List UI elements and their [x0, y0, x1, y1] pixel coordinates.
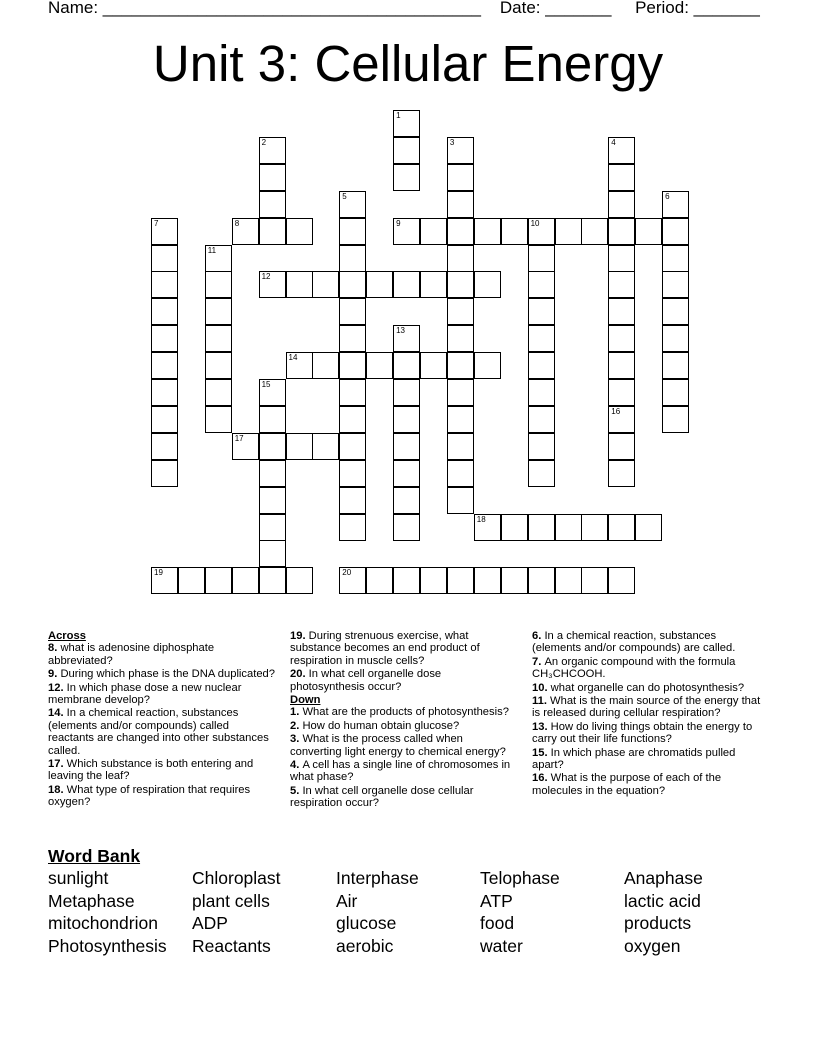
crossword-cell[interactable]	[286, 218, 313, 245]
clue-item	[48, 642, 278, 667]
crossword-cell[interactable]	[151, 245, 178, 272]
clue-number: 6	[665, 191, 670, 201]
crossword-cell[interactable]	[259, 406, 286, 433]
crossword-cell[interactable]	[635, 514, 662, 541]
crossword-cell[interactable]	[555, 218, 582, 245]
crossword-cell[interactable]	[286, 433, 313, 460]
clue-text: In a chemical reaction, substances (elements and/or compounds) are called.	[532, 630, 736, 655]
clue-item	[532, 682, 764, 694]
crossword-cell[interactable]	[528, 298, 555, 325]
crossword-cell[interactable]	[286, 567, 313, 594]
clue-number: 15	[261, 380, 271, 389]
clue-number: 16	[611, 406, 621, 416]
crossword-cell[interactable]	[259, 540, 286, 567]
crossword-cell[interactable]	[555, 514, 582, 541]
clues-column-1	[48, 630, 278, 810]
crossword-cell[interactable]	[447, 164, 474, 191]
crossword-cell[interactable]	[393, 406, 420, 433]
crossword-cell[interactable]	[447, 271, 474, 298]
crossword-cell[interactable]	[447, 245, 474, 272]
clue-number-label: 11.	[532, 695, 551, 708]
clue-item	[290, 759, 515, 784]
crossword-cell[interactable]	[447, 325, 474, 352]
clue-item	[48, 758, 278, 783]
crossword-cell[interactable]	[393, 110, 420, 137]
clue-number-label: 7.	[532, 655, 545, 668]
crossword-cell[interactable]	[151, 352, 178, 379]
crossword-cell[interactable]	[662, 406, 689, 433]
word-bank-item: Reactants	[192, 935, 271, 956]
word-bank-item: lactic acid	[624, 890, 701, 911]
crossword-cell[interactable]	[151, 379, 178, 406]
clue-number-label: 4.	[290, 759, 303, 772]
crossword-cell[interactable]	[608, 271, 635, 298]
crossword-cell[interactable]	[635, 218, 662, 245]
clue-item	[290, 733, 515, 758]
crossword-cell[interactable]	[205, 245, 232, 272]
clue-number-label: 1.	[290, 706, 303, 719]
crossword-cell[interactable]	[312, 271, 339, 298]
word-bank-item: ATP	[480, 890, 513, 911]
clue-text: During which phase is the DNA duplicated?	[60, 668, 276, 681]
crossword-cell[interactable]	[232, 218, 259, 245]
clues-column-2	[290, 630, 515, 811]
crossword-cell[interactable]	[420, 271, 447, 298]
crossword-cell[interactable]	[366, 271, 393, 298]
crossword-cell[interactable]	[366, 352, 393, 379]
crossword-cell[interactable]	[608, 164, 635, 191]
crossword-cell[interactable]	[286, 352, 313, 379]
crossword-cell[interactable]	[205, 298, 232, 325]
clue-number-label: 9.	[48, 668, 61, 681]
crossword-cell[interactable]	[528, 245, 555, 272]
crossword-cell[interactable]	[528, 406, 555, 433]
clue-text: Which substance is both entering and leaving the leaf?	[48, 758, 254, 783]
word-bank-item: mitochondrion	[48, 913, 158, 934]
crossword-cell[interactable]	[393, 352, 420, 379]
clue-text: What is the main source of the energy that is released during cellular respiration?	[532, 695, 761, 720]
crossword-cell[interactable]	[420, 352, 447, 379]
crossword-cell[interactable]	[447, 298, 474, 325]
crossword-cell[interactable]	[151, 325, 178, 352]
crossword-cell[interactable]	[205, 567, 232, 594]
clue-item	[532, 772, 764, 797]
crossword-cell[interactable]	[662, 298, 689, 325]
crossword-cell[interactable]	[393, 325, 420, 352]
crossword-cell[interactable]	[339, 514, 366, 541]
word-bank-item: sunlight	[48, 868, 109, 888]
crossword-cell[interactable]	[393, 433, 420, 460]
crossword-cell[interactable]	[447, 352, 474, 379]
crossword-cell[interactable]	[205, 406, 232, 433]
clue-item	[290, 630, 515, 667]
word-bank-item: Chloroplast	[192, 868, 281, 888]
crossword-cell[interactable]	[205, 325, 232, 352]
down-heading: Down	[290, 694, 321, 707]
crossword-cell[interactable]	[474, 567, 501, 594]
word-bank-item: oxygen	[624, 935, 681, 956]
crossword-cell[interactable]	[205, 379, 232, 406]
crossword-cell[interactable]	[447, 191, 474, 218]
word-bank-item: Air	[336, 890, 358, 911]
clue-text: How do living things obtain the energy to carry out their life functions?	[532, 720, 753, 746]
crossword-cell[interactable]	[608, 298, 635, 325]
crossword-cell[interactable]	[259, 460, 286, 487]
crossword-cell[interactable]	[608, 379, 635, 406]
clue-item	[532, 747, 764, 772]
crossword-cell[interactable]	[259, 433, 286, 460]
clue-number: 5	[342, 191, 347, 201]
crossword-cell[interactable]	[151, 298, 178, 325]
clue-number: 4	[611, 137, 616, 147]
clue-number: 10	[530, 218, 540, 228]
crossword-cell[interactable]	[528, 379, 555, 406]
clue-item	[532, 695, 764, 720]
clue-number-label: 3.	[290, 733, 303, 746]
clue-number: 19	[154, 568, 163, 578]
crossword-cell[interactable]	[259, 567, 286, 594]
crossword-cell[interactable]	[662, 245, 689, 272]
crossword-cell[interactable]	[420, 567, 447, 594]
word-bank-item: glucose	[336, 913, 397, 934]
crossword-cell[interactable]	[447, 406, 474, 433]
crossword-cell[interactable]	[259, 379, 286, 406]
crossword-cell[interactable]	[528, 325, 555, 352]
crossword-cell[interactable]	[259, 164, 286, 191]
clue-item	[48, 784, 278, 809]
crossword-cell[interactable]	[393, 460, 420, 487]
crossword-cell[interactable]	[608, 191, 635, 218]
clues-column-3	[532, 630, 764, 798]
crossword-cell[interactable]	[286, 271, 313, 298]
crossword-cell[interactable]	[528, 352, 555, 379]
crossword-cell[interactable]	[608, 325, 635, 352]
clue-item	[290, 668, 515, 693]
crossword-cell[interactable]	[608, 218, 635, 245]
clue-number: 17	[234, 433, 244, 443]
crossword-cell[interactable]	[393, 218, 420, 245]
clue-number: 11	[207, 245, 217, 255]
clue-item	[290, 706, 515, 718]
crossword-cell[interactable]	[151, 460, 178, 487]
crossword-cell[interactable]	[501, 567, 528, 594]
crossword-cell[interactable]	[339, 352, 366, 379]
clue-text: An organic compound with the formula CH₃CHCOOH.	[532, 655, 736, 681]
clue-number-label: 2.	[290, 719, 303, 732]
clue-number-label: 10.	[532, 681, 551, 694]
crossword-cell[interactable]	[528, 271, 555, 298]
crossword-cell[interactable]	[259, 218, 286, 245]
crossword-cell[interactable]	[339, 218, 366, 245]
crossword-cell[interactable]	[528, 218, 555, 245]
clue-item	[532, 630, 764, 655]
clue-number: 3	[449, 137, 455, 147]
crossword-cell[interactable]	[259, 137, 286, 164]
crossword-cell[interactable]	[312, 433, 339, 460]
crossword-cell[interactable]	[339, 298, 366, 325]
crossword-cell[interactable]	[501, 218, 528, 245]
crossword-cell[interactable]	[151, 406, 178, 433]
crossword-cell[interactable]	[339, 191, 366, 218]
crossword-cell[interactable]	[259, 191, 286, 218]
date-field[interactable]: Date: _______	[499, 0, 612, 17]
crossword-cell[interactable]	[662, 191, 689, 218]
clue-text: In which phase dose a new nuclear membrane develop?	[48, 681, 242, 707]
crossword-cell[interactable]	[608, 245, 635, 272]
clue-text: In what cell organelle dose cellular respiration occur?	[290, 784, 474, 810]
crossword-cell[interactable]	[662, 379, 689, 406]
clue-number: 8	[234, 218, 240, 228]
crossword-cell[interactable]	[339, 433, 366, 460]
crossword-cell[interactable]	[474, 271, 501, 298]
word-bank-item: food	[480, 913, 515, 934]
clue-number: 7	[154, 218, 159, 228]
page-title: Unit 3: Cellular Energy	[152, 35, 664, 92]
crossword-cell[interactable]	[555, 567, 582, 594]
crossword-cell[interactable]	[339, 325, 366, 352]
crossword-cell[interactable]	[259, 487, 286, 514]
clue-number-label: 19.	[290, 630, 309, 642]
crossword-cell[interactable]	[608, 352, 635, 379]
period-field[interactable]: Period: _______	[635, 0, 760, 17]
crossword-cell[interactable]	[447, 218, 474, 245]
clue-number: 1	[396, 111, 401, 120]
crossword-cell[interactable]	[151, 271, 178, 298]
word-bank-item: aerobic	[336, 935, 394, 956]
clue-text: what is adenosine diphosphate abbreviated?	[48, 642, 215, 667]
crossword-cell[interactable]	[339, 379, 366, 406]
clue-item	[48, 668, 278, 680]
across-heading: Across	[48, 630, 86, 642]
crossword-cell[interactable]	[608, 567, 635, 594]
clue-text: In what cell organelle dose photosynthesis occur?	[290, 668, 442, 693]
word-bank-item: Photosynthesis	[48, 935, 167, 956]
crossword-cell[interactable]	[259, 271, 286, 298]
crossword-cell[interactable]	[474, 352, 501, 379]
crossword-cell[interactable]	[501, 514, 528, 541]
clue-item	[532, 721, 764, 746]
clue-item	[48, 707, 278, 757]
crossword-cell[interactable]	[393, 379, 420, 406]
word-bank-item: water	[480, 935, 523, 956]
crossword-cell[interactable]	[151, 433, 178, 460]
clue-item	[48, 682, 278, 707]
clue-number-label: 13.	[532, 720, 551, 733]
crossword-cell[interactable]	[447, 487, 474, 514]
word-bank	[48, 867, 768, 957]
crossword-cell[interactable]	[178, 567, 205, 594]
crossword-cell[interactable]	[447, 460, 474, 487]
name-field[interactable]: Name: ________________________________________	[48, 0, 481, 17]
crossword-cell[interactable]	[232, 567, 259, 594]
crossword-cell[interactable]	[393, 137, 420, 164]
clue-number-label: 14.	[48, 707, 67, 720]
crossword-cell[interactable]	[662, 218, 689, 245]
crossword-cell[interactable]	[474, 218, 501, 245]
clue-text: During strenuous exercise, what substance becomes an end product of respiration in muscle cells?	[290, 630, 480, 667]
clue-item	[532, 656, 764, 681]
crossword-cell[interactable]	[339, 406, 366, 433]
crossword-cell[interactable]	[608, 460, 635, 487]
crossword-cell[interactable]	[447, 379, 474, 406]
clue-item	[290, 720, 515, 732]
clue-number-label: 16.	[532, 772, 551, 785]
clue-number-label: 5.	[290, 784, 303, 797]
crossword-cell[interactable]	[393, 567, 420, 594]
crossword-cell[interactable]	[339, 487, 366, 514]
clue-number-label: 15.	[532, 746, 551, 759]
crossword-cell[interactable]	[528, 514, 555, 541]
crossword-cell[interactable]	[662, 325, 689, 352]
crossword-cell[interactable]	[608, 514, 635, 541]
crossword-cell[interactable]	[393, 487, 420, 514]
clue-number-label: 6.	[532, 630, 545, 642]
crossword-cell[interactable]	[608, 406, 635, 433]
crossword-cell[interactable]	[528, 567, 555, 594]
crossword-cell[interactable]	[393, 164, 420, 191]
word-bank-item: plant cells	[192, 890, 270, 911]
crossword-cell[interactable]	[447, 567, 474, 594]
crossword-cell[interactable]	[581, 514, 608, 541]
crossword-cell[interactable]	[366, 567, 393, 594]
clue-number: 2	[261, 137, 267, 147]
word-bank-item: ADP	[192, 913, 228, 934]
clue-number-label: 20.	[290, 668, 309, 681]
crossword-cell[interactable]	[312, 352, 339, 379]
crossword-cell[interactable]	[151, 218, 178, 245]
crossword-cell[interactable]	[662, 352, 689, 379]
crossword-cell[interactable]	[447, 137, 474, 164]
word-bank-item: Interphase	[336, 868, 419, 888]
crossword-cell[interactable]	[581, 567, 608, 594]
crossword-cell[interactable]	[608, 433, 635, 460]
word-bank-item: Metaphase	[48, 890, 135, 911]
clue-text: In which phase are chromatids pulled apart?	[532, 746, 736, 772]
crossword-cell[interactable]	[528, 433, 555, 460]
word-bank-item: Telophase	[480, 868, 560, 888]
word-bank-item: Anaphase	[624, 868, 703, 888]
clue-number: 20	[342, 568, 352, 578]
crossword-cell[interactable]	[151, 567, 178, 594]
clue-text: What are the products of photosynthesis?	[302, 706, 509, 719]
word-bank-item: products	[624, 913, 692, 934]
crossword-cell[interactable]	[420, 218, 447, 245]
clue-number: 14	[288, 353, 298, 363]
crossword-cell[interactable]	[608, 137, 635, 164]
crossword-cell[interactable]	[339, 271, 366, 298]
crossword-cell[interactable]	[339, 460, 366, 487]
crossword-cell[interactable]	[339, 245, 366, 272]
clue-number-label: 8.	[48, 642, 61, 655]
clue-item	[290, 785, 515, 810]
crossword-cell[interactable]	[581, 218, 608, 245]
crossword-cell[interactable]	[528, 460, 555, 487]
crossword-cell[interactable]	[259, 514, 286, 541]
clue-text: What is the process called when converting light energy to chemical energy?	[290, 733, 506, 758]
clue-text: How do human obtain glucose?	[302, 719, 460, 732]
clue-number: 12	[261, 272, 271, 282]
crossword-cell[interactable]	[393, 271, 420, 298]
crossword-cell[interactable]	[205, 352, 232, 379]
clue-text: what organelle can do photosynthesis?	[550, 681, 745, 694]
clue-text: In a chemical reaction, substances (elements and/or compounds) called reactants are changed into other substances called.	[48, 707, 269, 757]
crossword-cell[interactable]	[662, 271, 689, 298]
clue-number-label: 17.	[48, 758, 67, 771]
crossword-cell[interactable]	[232, 433, 259, 460]
crossword-cell[interactable]	[474, 514, 501, 541]
crossword-cell[interactable]	[393, 514, 420, 541]
crossword-cell[interactable]	[205, 271, 232, 298]
clue-number-label: 12.	[48, 681, 67, 694]
word-bank-title: Word Bank	[48, 846, 141, 866]
clue-number: 13	[396, 326, 405, 336]
clue-text: What is the purpose of each of the molecules in the equation?	[532, 772, 722, 797]
clue-number: 9	[396, 218, 401, 228]
crossword-cell[interactable]	[447, 433, 474, 460]
clue-number-label: 18.	[48, 783, 67, 796]
clue-text: What type of respiration that requires oxygen?	[48, 783, 251, 809]
crossword-cell[interactable]	[339, 567, 366, 594]
clue-text: A cell has a single line of chromosomes in what phase?	[290, 759, 511, 784]
clue-number: 18	[476, 514, 486, 524]
